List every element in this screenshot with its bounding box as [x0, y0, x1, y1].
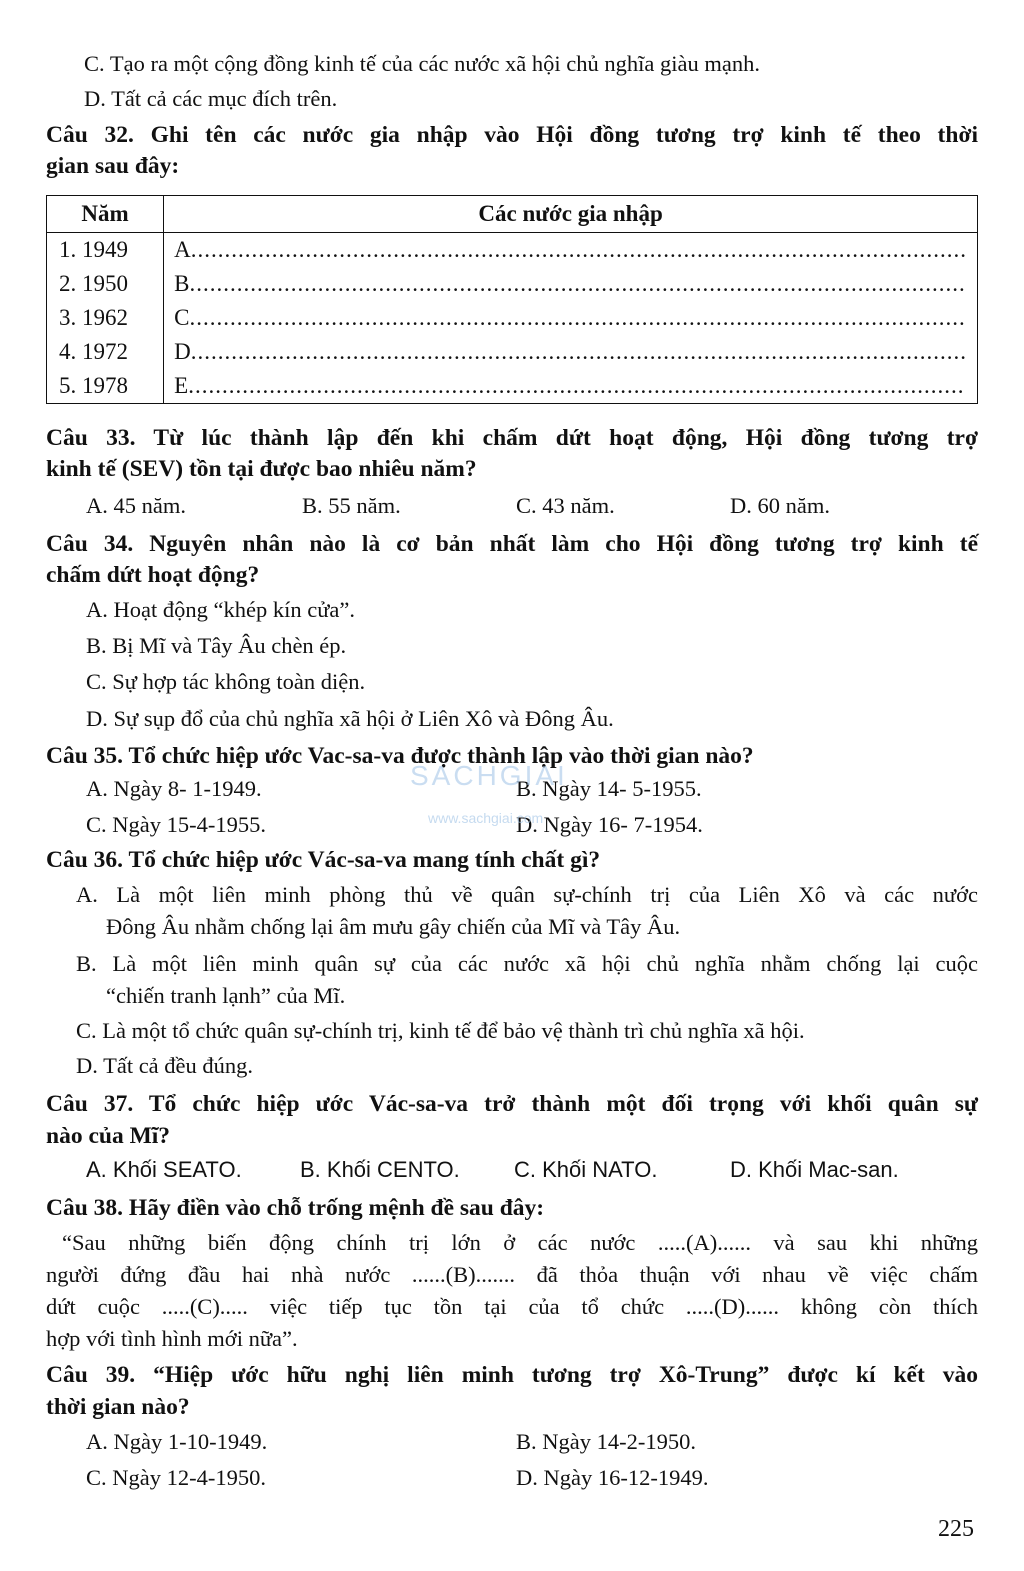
q36-title: Câu 36. Tổ chức hiệp ước Vác-sa-va mang tính chất gì? — [46, 847, 601, 873]
table-header-countries: Các nước gia nhập — [164, 196, 978, 233]
q33-option-d: D. 60 năm. — [730, 493, 830, 518]
q35-option-c: C. Ngày 15-4-1955. — [86, 812, 266, 837]
q38-statement-line2: người đứng đầu hai nhà nước ......(B)....... đã thỏa thuận với nhau về việc chấm — [46, 1262, 978, 1287]
table-header-row — [47, 196, 978, 233]
q39-option-a: A. Ngày 1-10-1949. — [86, 1429, 268, 1454]
watermark-logo: SACHGIAI — [410, 760, 568, 791]
table-row — [47, 267, 978, 301]
q37-title-line1: Câu 37. Tổ chức hiệp ước Vác-sa-va trở thành một đối trọng với khối quân sự — [46, 1091, 978, 1117]
q39-option-c: C. Ngày 12-4-1950. — [86, 1465, 266, 1490]
q36-option-b-line2: “chiến tranh lạnh” của Mĩ. — [106, 983, 346, 1008]
q38-statement-line4: hợp với tình hình mới nữa”. — [46, 1326, 298, 1351]
table-cell-year: 4. 1972 — [47, 335, 164, 369]
table-cell-year: 5. 1978 — [47, 369, 164, 404]
q38-statement-line3: dứt cuộc .....(C)..... việc tiếp tục tồn tại của tổ chức .....(D)...... không còn thích — [46, 1294, 978, 1319]
table-cell-year: 2. 1950 — [47, 267, 164, 301]
q32-table — [46, 195, 978, 404]
q33-option-c: C. 43 năm. — [516, 493, 615, 518]
q34-option-b: B. Bị Mĩ và Tây Âu chèn ép. — [86, 633, 347, 658]
q36-option-c: C. Là một tổ chức quân sự-chính trị, kinh tế để bảo vệ thành trì chủ nghĩa xã hội. — [76, 1018, 805, 1043]
q39-title-line2: thời gian nào? — [46, 1394, 190, 1420]
table-row — [47, 233, 978, 268]
q34-option-a: A. Hoạt động “khép kín cửa”. — [86, 597, 355, 622]
table-cell-year: 1. 1949 — [47, 233, 164, 268]
table-row — [47, 335, 978, 369]
q38-title: Câu 38. Hãy điền vào chỗ trống mệnh đề sau đây: — [46, 1195, 545, 1221]
q39-option-d: D. Ngày 16-12-1949. — [516, 1465, 709, 1490]
q34-title-line1: Câu 34. Nguyên nhân nào là cơ bản nhất làm cho Hội đồng tương trợ kinh tế — [46, 531, 978, 557]
fill-dots: ................................................................................................................... — [188, 373, 965, 398]
q33-option-a: A. 45 năm. — [86, 493, 186, 518]
q37-option-a: A. Khối SEATO. — [86, 1157, 242, 1182]
q36-option-d: D. Tất cả đều đúng. — [76, 1053, 254, 1078]
fill-dots: ................................................................................................................... — [190, 339, 967, 364]
table-cell-blank — [164, 369, 978, 404]
blank-letter: A — [174, 237, 191, 262]
blank-letter: C — [174, 305, 190, 330]
q37-option-b: B. Khối CENTO. — [300, 1157, 460, 1182]
q35-option-d: D. Ngày 16- 7-1954. — [516, 812, 703, 837]
table-cell-blank — [164, 233, 978, 268]
q34-option-d: D. Sự sụp đổ của chủ nghĩa xã hội ở Liên Xô và Đông Âu. — [86, 706, 614, 731]
blank-letter: D — [174, 339, 191, 364]
table-cell-blank — [164, 335, 978, 369]
q32-title-line1: Câu 32. Ghi tên các nước gia nhập vào Hội đồng tương trợ kinh tế theo thời — [46, 122, 978, 148]
fill-dots: ................................................................................................................... — [189, 305, 966, 330]
q35-title: Câu 35. Tổ chức hiệp ước Vac-sa-va được thành lập vào thời gian nào? — [46, 743, 754, 769]
q35-option-a: A. Ngày 8- 1-1949. — [86, 776, 262, 801]
q34-title-line2: chấm dứt hoạt động? — [46, 562, 260, 588]
q31-option-c: C. Tạo ra một cộng đồng kinh tế của các nước xã hội chủ nghĩa giàu mạnh. — [84, 51, 760, 76]
q33-option-b: B. 55 năm. — [302, 493, 401, 518]
q37-title-line2: nào của Mĩ? — [46, 1123, 171, 1149]
q32-title-line2: gian sau đây: — [46, 153, 180, 179]
blank-letter: E — [174, 373, 189, 398]
q36-option-a-line1: A. Là một liên minh phòng thủ về quân sự-chính trị của Liên Xô và các nước — [76, 882, 978, 907]
q39-option-b: B. Ngày 14-2-1950. — [516, 1429, 696, 1454]
table-header-year: Năm — [47, 196, 164, 233]
fill-dots: ................................................................................................................... — [189, 271, 966, 296]
q37-option-c: C. Khối NATO. — [514, 1157, 658, 1182]
table-row — [47, 369, 978, 404]
q34-option-c: C. Sự hợp tác không toàn diện. — [86, 669, 366, 694]
table-cell-year: 3. 1962 — [47, 301, 164, 335]
table-cell-blank — [164, 267, 978, 301]
q36-option-a-line2: Đông Âu nhằm chống lại âm mưu gây chiến của Mĩ và Tây Âu. — [106, 914, 681, 939]
q35-option-b: B. Ngày 14- 5-1955. — [516, 776, 702, 801]
table-row — [47, 301, 978, 335]
page-number: 225 — [938, 1516, 974, 1542]
q31-option-d: D. Tất cả các mục đích trên. — [84, 86, 338, 111]
q39-title-line1: Câu 39. “Hiệp ước hữu nghị liên minh tương trợ Xô-Trung” được kí kết vào — [46, 1362, 978, 1388]
q37-option-d: D. Khối Mac-san. — [730, 1157, 899, 1182]
q38-statement-line1: “Sau những biến động chính trị lớn ở các nước .....(A)...... và sau khi những — [62, 1230, 978, 1255]
blank-letter: B — [174, 271, 190, 296]
fill-dots: ................................................................................................................... — [190, 237, 967, 262]
q36-option-b-line1: B. Là một liên minh quân sự của các nước xã hội chủ nghĩa nhằm chống lại cuộc — [76, 951, 978, 976]
q33-title-line1: Câu 33. Từ lúc thành lập đến khi chấm dứt hoạt động, Hội đồng tương trợ — [46, 425, 978, 451]
table-cell-blank — [164, 301, 978, 335]
watermark-url: www.sachgiai.com — [428, 810, 544, 826]
q33-title-line2: kinh tế (SEV) tồn tại được bao nhiêu năm? — [46, 456, 477, 482]
